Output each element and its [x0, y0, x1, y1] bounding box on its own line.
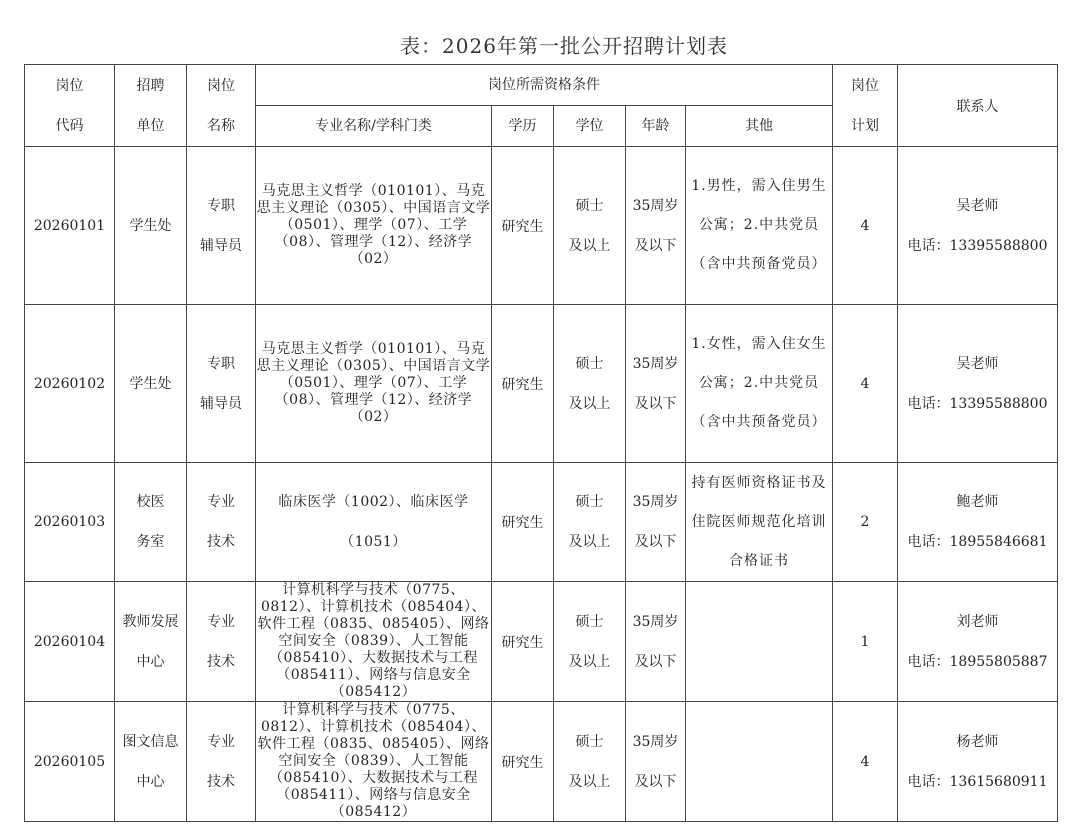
cell-major: 临床医学（1002）、临床医学（1051）: [256, 463, 492, 582]
cell-other: 1.男性，需入住男生公寓；2.中共党员（含中共预备党员）: [686, 147, 833, 305]
cell-post: 专业 技术: [187, 702, 256, 822]
cell-unit: 学生处: [115, 147, 187, 305]
cell-contact: 吴老师 电话：13395588800: [898, 147, 1058, 305]
cell-degree: 硕士 及以上: [554, 305, 626, 463]
table-row: [25, 702, 1058, 822]
cell-age: 35周岁 及以下: [626, 463, 686, 582]
header-plan: 岗位 计划: [833, 65, 898, 147]
header-major: 专业名称/学科门类: [256, 106, 492, 147]
table-row: [25, 305, 1058, 463]
header-other: 其他: [686, 106, 833, 147]
cell-plan: 4: [833, 305, 898, 463]
cell-contact: 刘老师 电话：18955805887: [898, 582, 1058, 702]
table-row: [25, 147, 1058, 305]
cell-post: 专职 辅导员: [187, 147, 256, 305]
cell-contact: 杨老师 电话：13615680911: [898, 702, 1058, 822]
cell-degree: 硕士 及以上: [554, 463, 626, 582]
cell-education: 研究生: [492, 463, 554, 582]
cell-major: 计算机科学与技术（0775、0812）、计算机技术（085404）、软件工程（0835、085405）、网络空间安全（0839）、人工智能（085410）、大数据技术与工程（085411）、网络与信息安全（085412）: [257, 702, 490, 820]
table-row: [25, 463, 1058, 582]
cell-plan: 1: [833, 582, 898, 702]
cell-education: 研究生: [492, 702, 554, 822]
header-unit: 招聘 单位: [115, 65, 187, 147]
recruitment-plan-table: [24, 64, 1058, 822]
cell-other: 持有医师资格证书及住院医师规范化培训合格证书: [686, 463, 833, 582]
cell-unit: 教师发展 中心: [115, 582, 187, 702]
table-row: [25, 582, 1058, 702]
cell-post: 专业 技术: [187, 582, 256, 702]
cell-other: 1.女性，需入住女生公寓；2.中共党员（含中共预备党员）: [686, 305, 833, 463]
cell-degree: 硕士 及以上: [554, 702, 626, 822]
cell-code: 20260105: [25, 702, 115, 822]
table-header: [25, 65, 1058, 147]
cell-degree: 硕士 及以上: [554, 147, 626, 305]
cell-age: 35周岁 及以下: [626, 582, 686, 702]
header-contact: 联系人: [898, 65, 1058, 147]
cell-unit: 图文信息 中心: [115, 702, 187, 822]
cell-major: 马克思主义哲学（010101）、马克思主义理论（0305）、中国语言文学（0501）、理学（07）、工学（08）、管理学（12）、经济学（02）: [256, 147, 492, 305]
cell-education: 研究生: [492, 147, 554, 305]
cell-post: 专职 辅导员: [187, 305, 256, 463]
header-education: 学历: [492, 106, 554, 147]
cell-plan: 2: [833, 463, 898, 582]
cell-major: 计算机科学与技术（0775、0812）、计算机技术（085404）、软件工程（0835、085405）、网络空间安全（0839）、人工智能（085410）、大数据技术与工程（085411）、网络与信息安全（085412）: [257, 582, 490, 700]
header-age: 年龄: [626, 106, 686, 147]
page-title: 表：2026年第一批公开招聘计划表: [400, 34, 728, 58]
cell-unit: 学生处: [115, 305, 187, 463]
cell-contact: 吴老师 电话：13395588800: [898, 305, 1058, 463]
cell-unit: 校医 务室: [115, 463, 187, 582]
cell-code: 20260103: [25, 463, 115, 582]
cell-other: [686, 582, 833, 702]
header-qualification: 岗位所需资格条件: [256, 65, 833, 106]
cell-age: 35周岁 及以下: [626, 147, 686, 305]
header-post: 岗位 名称: [187, 65, 256, 147]
cell-age: 35周岁 及以下: [626, 702, 686, 822]
cell-other: [686, 702, 833, 822]
table-body: [25, 147, 1058, 822]
cell-code: 20260101: [25, 147, 115, 305]
header-degree: 学位: [554, 106, 626, 147]
header-code: 岗位 代码: [25, 65, 115, 147]
cell-code: 20260102: [25, 305, 115, 463]
cell-post: 专业 技术: [187, 463, 256, 582]
cell-contact: 鲍老师 电话：18955846681: [898, 463, 1058, 582]
cell-education: 研究生: [492, 582, 554, 702]
cell-education: 研究生: [492, 305, 554, 463]
cell-major: 马克思主义哲学（010101）、马克思主义理论（0305）、中国语言文学（0501）、理学（07）、工学（08）、管理学（12）、经济学（02）: [256, 305, 492, 463]
cell-code: 20260104: [25, 582, 115, 702]
cell-degree: 硕士 及以上: [554, 582, 626, 702]
cell-plan: 4: [833, 702, 898, 822]
cell-age: 35周岁 及以下: [626, 305, 686, 463]
cell-plan: 4: [833, 147, 898, 305]
